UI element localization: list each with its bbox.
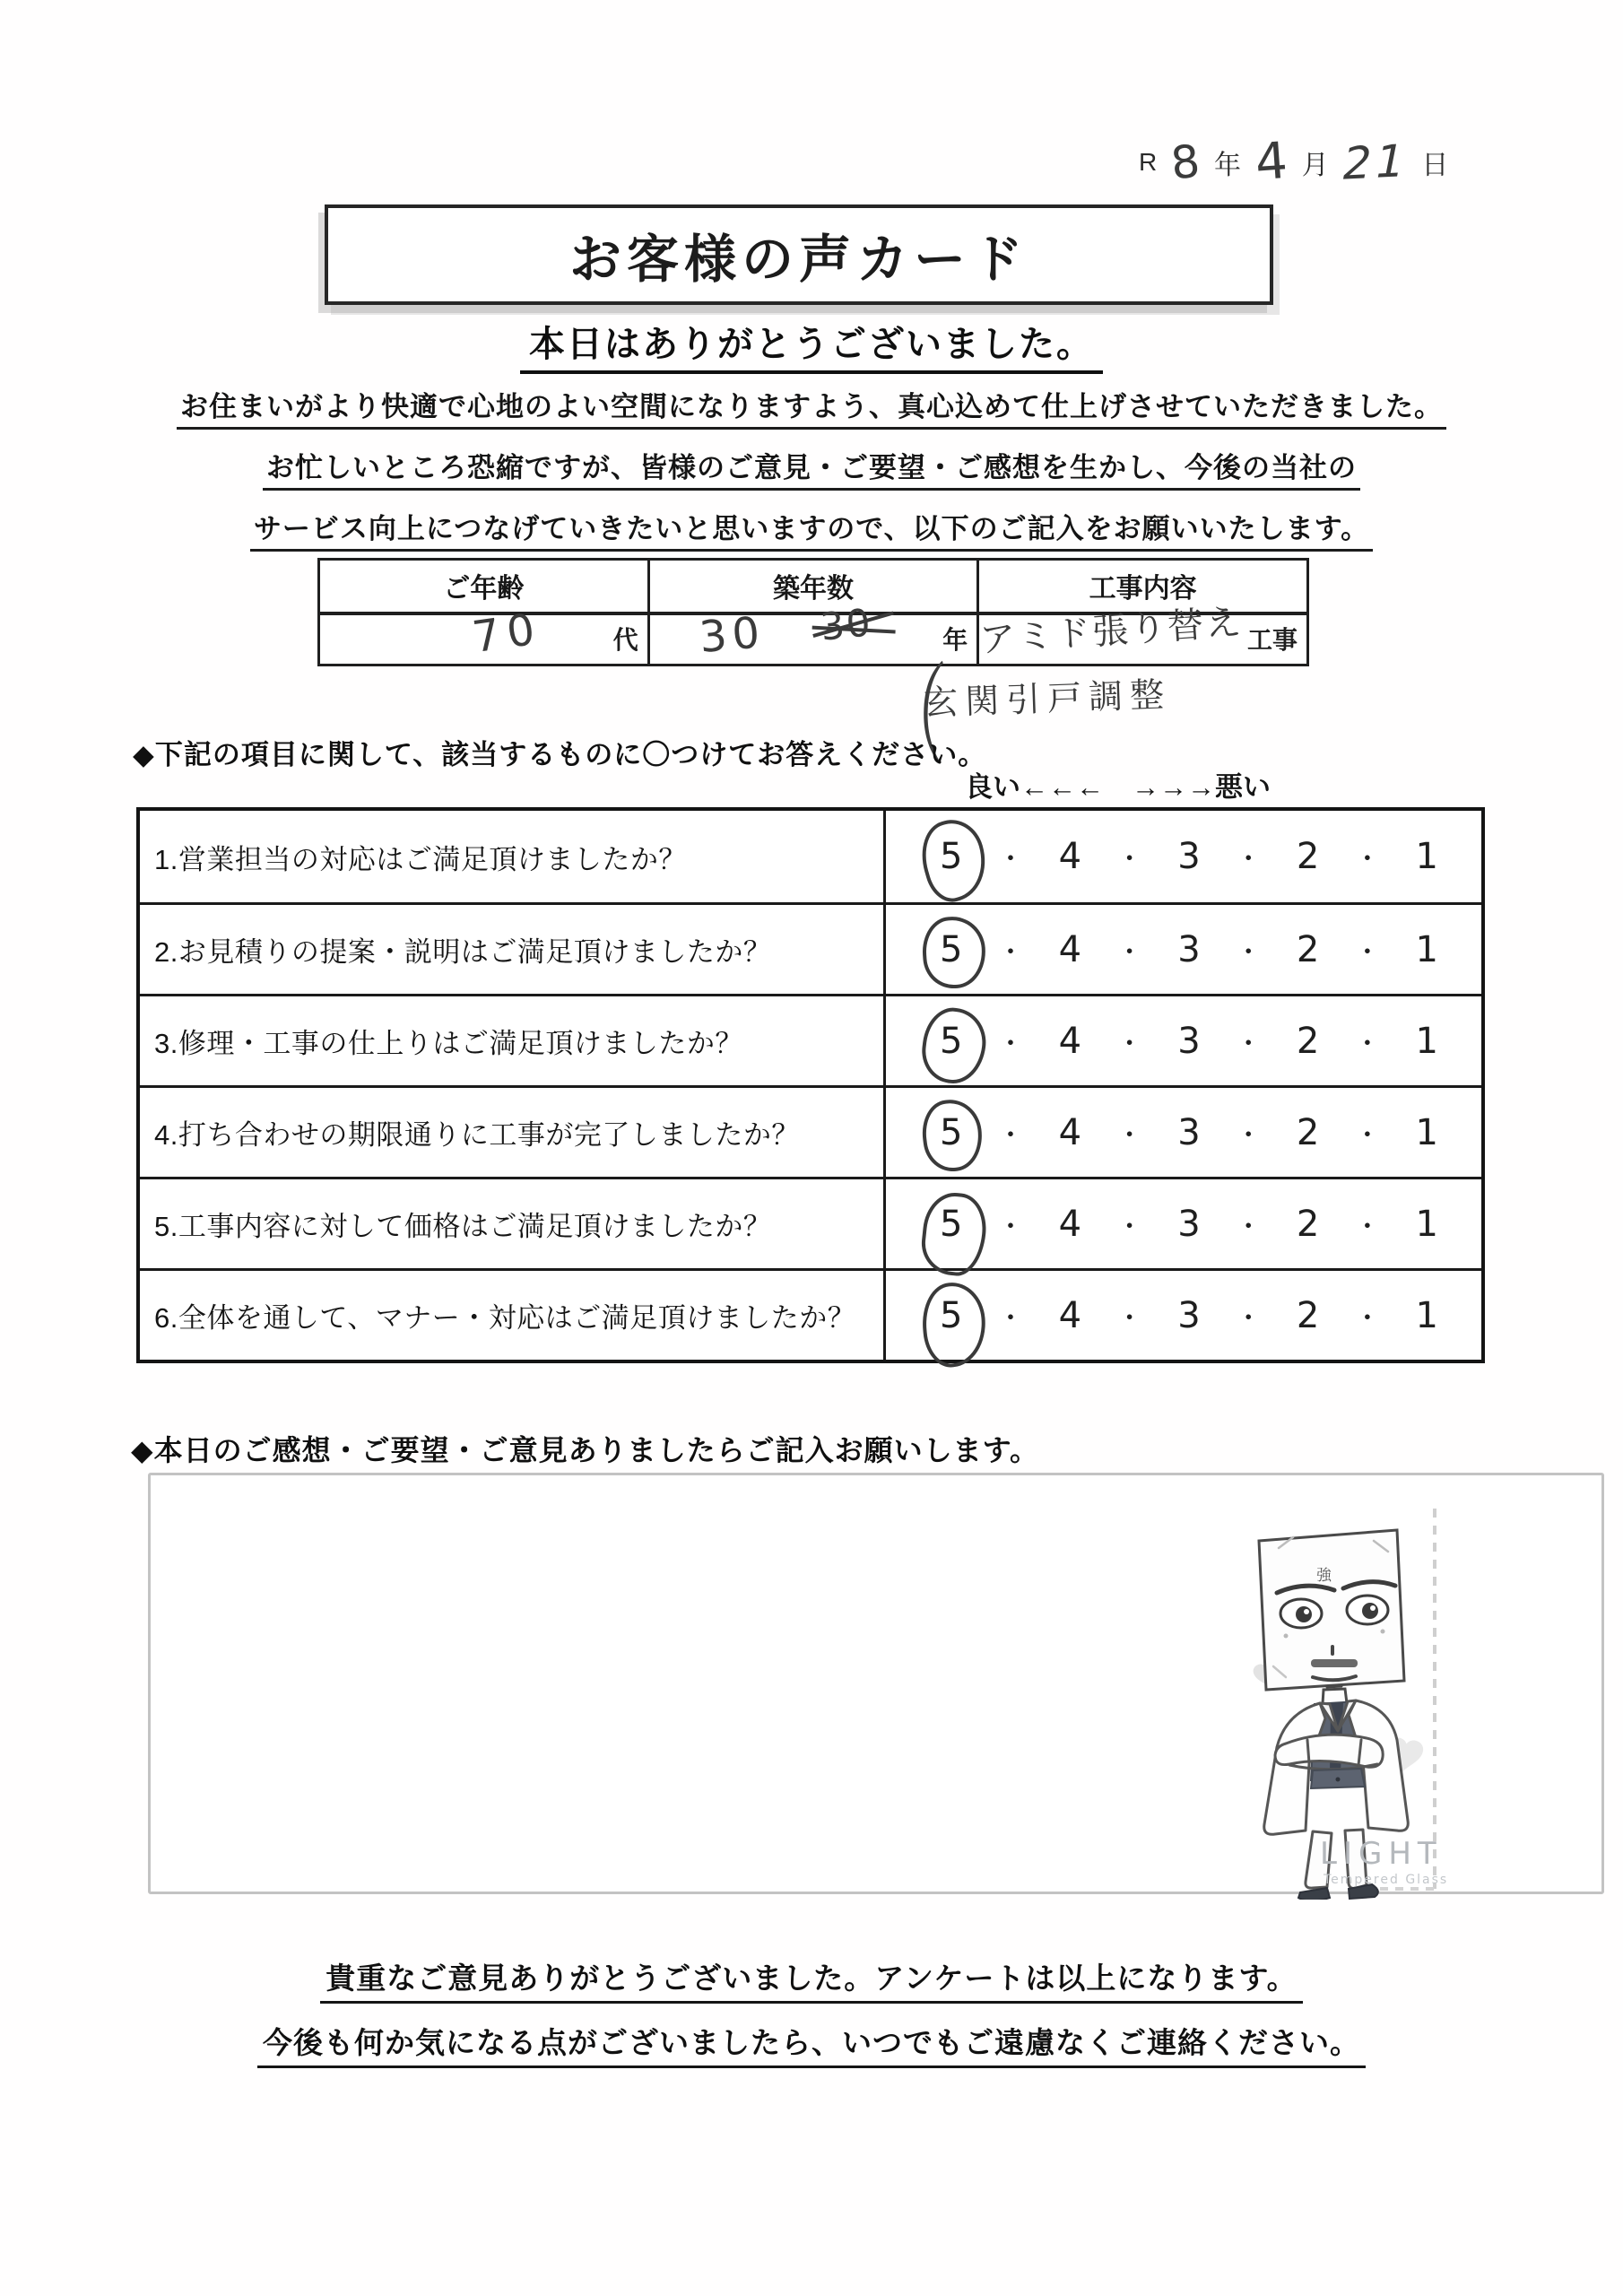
rating-4: 4 <box>1058 1111 1082 1153</box>
survey-table <box>136 807 1485 1363</box>
rating-dot: ・ <box>997 1303 1025 1334</box>
survey-question: 2.お見積りの提案・説明はご満足頂けましたか？ <box>140 905 886 994</box>
survey-instruction: ◆下記の項目に関して、該当するものに〇つけてお答えください。 <box>133 739 987 770</box>
info-value-row <box>319 613 1308 665</box>
rating-3: 3 <box>1177 1020 1201 1062</box>
date-line <box>1139 133 1569 191</box>
rating-5-circled: 5 <box>940 1294 963 1336</box>
intro-line: お住まいがより快適で心地のよい空間になりますよう、真心込めて仕上げさせていただきました。 <box>177 384 1446 430</box>
date-year-handwritten: 8 <box>1168 134 1202 190</box>
age-cell <box>319 603 649 665</box>
rating-1: 1 <box>1415 1111 1438 1153</box>
rating-dot: ・ <box>1115 1212 1143 1242</box>
mascot-forehead-mark: 強 <box>1316 1567 1332 1585</box>
customer-info-table <box>317 558 1309 666</box>
rating-dot: ・ <box>1115 937 1143 968</box>
rating-4: 4 <box>1058 836 1082 877</box>
rating-dot: ・ <box>1353 1120 1381 1151</box>
rating-1: 1 <box>1415 1294 1438 1336</box>
survey-question: 5.工事内容に対して価格はご満足頂けましたか？ <box>140 1179 886 1268</box>
title-box <box>325 204 1273 305</box>
survey-row <box>140 811 1481 902</box>
rating-dot: ・ <box>997 845 1025 874</box>
built-years-header: 築年数 <box>648 560 978 613</box>
rating-2: 2 <box>1296 1111 1320 1153</box>
rating-dot: ・ <box>1115 845 1143 874</box>
built-years-value-handwritten: 30 <box>697 606 768 663</box>
rating-4: 4 <box>1058 1294 1082 1336</box>
work-note-handwritten: 玄関引戸調整 <box>923 674 1172 723</box>
work-content-cell <box>978 601 1308 665</box>
rating-dot: ・ <box>1235 1303 1263 1334</box>
intro-line: お忙しいところ恐縮ですが、皆様のご意見・ご要望・ご感想を生かし、今後の当社の <box>263 445 1360 491</box>
age-value-handwritten: 70 <box>469 603 545 663</box>
survey-rating-scale <box>886 811 1481 902</box>
rating-4: 4 <box>1058 1020 1082 1062</box>
rating-3: 3 <box>1177 928 1201 970</box>
rating-dot: ・ <box>1235 1029 1263 1059</box>
rating-5-circled: 5 <box>940 928 963 970</box>
rating-2: 2 <box>1296 836 1320 877</box>
thanks-line: 本日はありがとうございました。 <box>520 316 1103 374</box>
work-content-header: 工事内容 <box>978 560 1308 613</box>
rating-3: 3 <box>1177 1203 1201 1245</box>
survey-rating-scale <box>886 905 1481 994</box>
rating-1: 1 <box>1415 1020 1438 1062</box>
work-note-brace: （ <box>882 644 948 778</box>
rating-2: 2 <box>1296 1020 1320 1062</box>
survey-row <box>140 1085 1481 1177</box>
rating-3: 3 <box>1177 836 1201 877</box>
rating-5-circled: 5 <box>940 1203 963 1245</box>
rating-dot: ・ <box>1353 1029 1381 1059</box>
rating-1: 1 <box>1415 928 1438 970</box>
rating-dot: ・ <box>1115 1303 1143 1334</box>
survey-question: 1.営業担当の対応はご満足頂けましたか？ <box>140 811 886 902</box>
date-era-label: R <box>1139 147 1158 176</box>
work-value-handwritten: アミド張り替え <box>978 601 1245 661</box>
survey-row <box>140 994 1481 1085</box>
survey-question: 3.修理・工事の仕上りはご満足頂けましたか？ <box>140 996 886 1085</box>
survey-row <box>140 902 1481 994</box>
rating-dot: ・ <box>1235 937 1263 968</box>
survey-question: 4.打ち合わせの期限通りに工事が完了しましたか？ <box>140 1088 886 1177</box>
closing-line: 今後も何か気になる点がございましたら、いつでもご遠慮なくご連絡ください。 <box>257 2020 1366 2068</box>
closing-line: 貴重なご意見ありがとうございました。アンケートは以上になります。 <box>320 1955 1302 2004</box>
rating-dot: ・ <box>1115 1120 1143 1151</box>
rating-4: 4 <box>1058 1203 1082 1245</box>
date-month-handwritten: 4 <box>1253 131 1289 193</box>
rating-dot: ・ <box>1235 845 1263 874</box>
rating-dot: ・ <box>1353 937 1381 968</box>
scale-good-bad-label: 良い←←← →→→悪い <box>965 771 1271 803</box>
mascot-character-sketch <box>1230 1505 1499 1900</box>
rating-2: 2 <box>1296 928 1320 970</box>
date-day-unit: 日 <box>1421 150 1449 180</box>
work-unit: 工事 <box>1246 626 1298 654</box>
age-header: ご年齢 <box>319 560 649 613</box>
rating-5-circled: 5 <box>940 1111 963 1153</box>
survey-rating-scale <box>886 1179 1481 1268</box>
mascot-caption-subtitle: Tempered Glass <box>1324 1873 1449 1887</box>
built-years-unit: 年 <box>942 626 968 654</box>
rating-1: 1 <box>1415 836 1438 877</box>
survey-rating-scale <box>886 1271 1481 1360</box>
rating-2: 2 <box>1296 1294 1320 1336</box>
rating-dot: ・ <box>1115 1029 1143 1059</box>
rating-4: 4 <box>1058 928 1082 970</box>
rating-dot: ・ <box>997 1120 1025 1151</box>
survey-rating-scale <box>886 996 1481 1085</box>
intro-line: サービス向上につなげていきたいと思いますので、以下のご記入をお願いいたします。 <box>250 506 1373 552</box>
rating-5-circled: 5 <box>940 836 963 877</box>
rating-dot: ・ <box>997 937 1025 968</box>
page-title: お客様の声カード <box>568 230 1028 289</box>
rating-2: 2 <box>1296 1203 1320 1245</box>
rating-5-circled: 5 <box>940 1020 963 1062</box>
rating-3: 3 <box>1177 1111 1201 1153</box>
rating-dot: ・ <box>1353 1212 1381 1242</box>
survey-rating-scale <box>886 1088 1481 1177</box>
comments-instruction: ◆本日のご感想・ご要望・ご意見ありましたらご記入お願いします。 <box>131 1434 1040 1466</box>
mascot-caption-title: LIGHT <box>1320 1836 1443 1872</box>
rating-1: 1 <box>1415 1203 1438 1245</box>
rating-dot: ・ <box>1353 845 1381 874</box>
date-year-unit: 年 <box>1214 150 1242 180</box>
built-years-struck-value: 30 <box>818 599 874 649</box>
rating-dot: ・ <box>997 1212 1025 1242</box>
intro-text <box>0 384 1623 552</box>
survey-row <box>140 1177 1481 1268</box>
rating-dot: ・ <box>1353 1303 1381 1334</box>
date-month-unit: 月 <box>1301 150 1329 180</box>
survey-row <box>140 1268 1481 1360</box>
rating-3: 3 <box>1177 1294 1201 1336</box>
age-unit: 代 <box>612 626 638 654</box>
closing-text <box>0 1955 1623 2068</box>
date-day-handwritten: 21 <box>1337 134 1413 190</box>
rating-dot: ・ <box>1235 1120 1263 1151</box>
rating-dot: ・ <box>997 1029 1025 1059</box>
survey-question: 6.全体を通して、マナー・対応はご満足頂けましたか？ <box>140 1271 886 1360</box>
rating-dot: ・ <box>1235 1212 1263 1242</box>
